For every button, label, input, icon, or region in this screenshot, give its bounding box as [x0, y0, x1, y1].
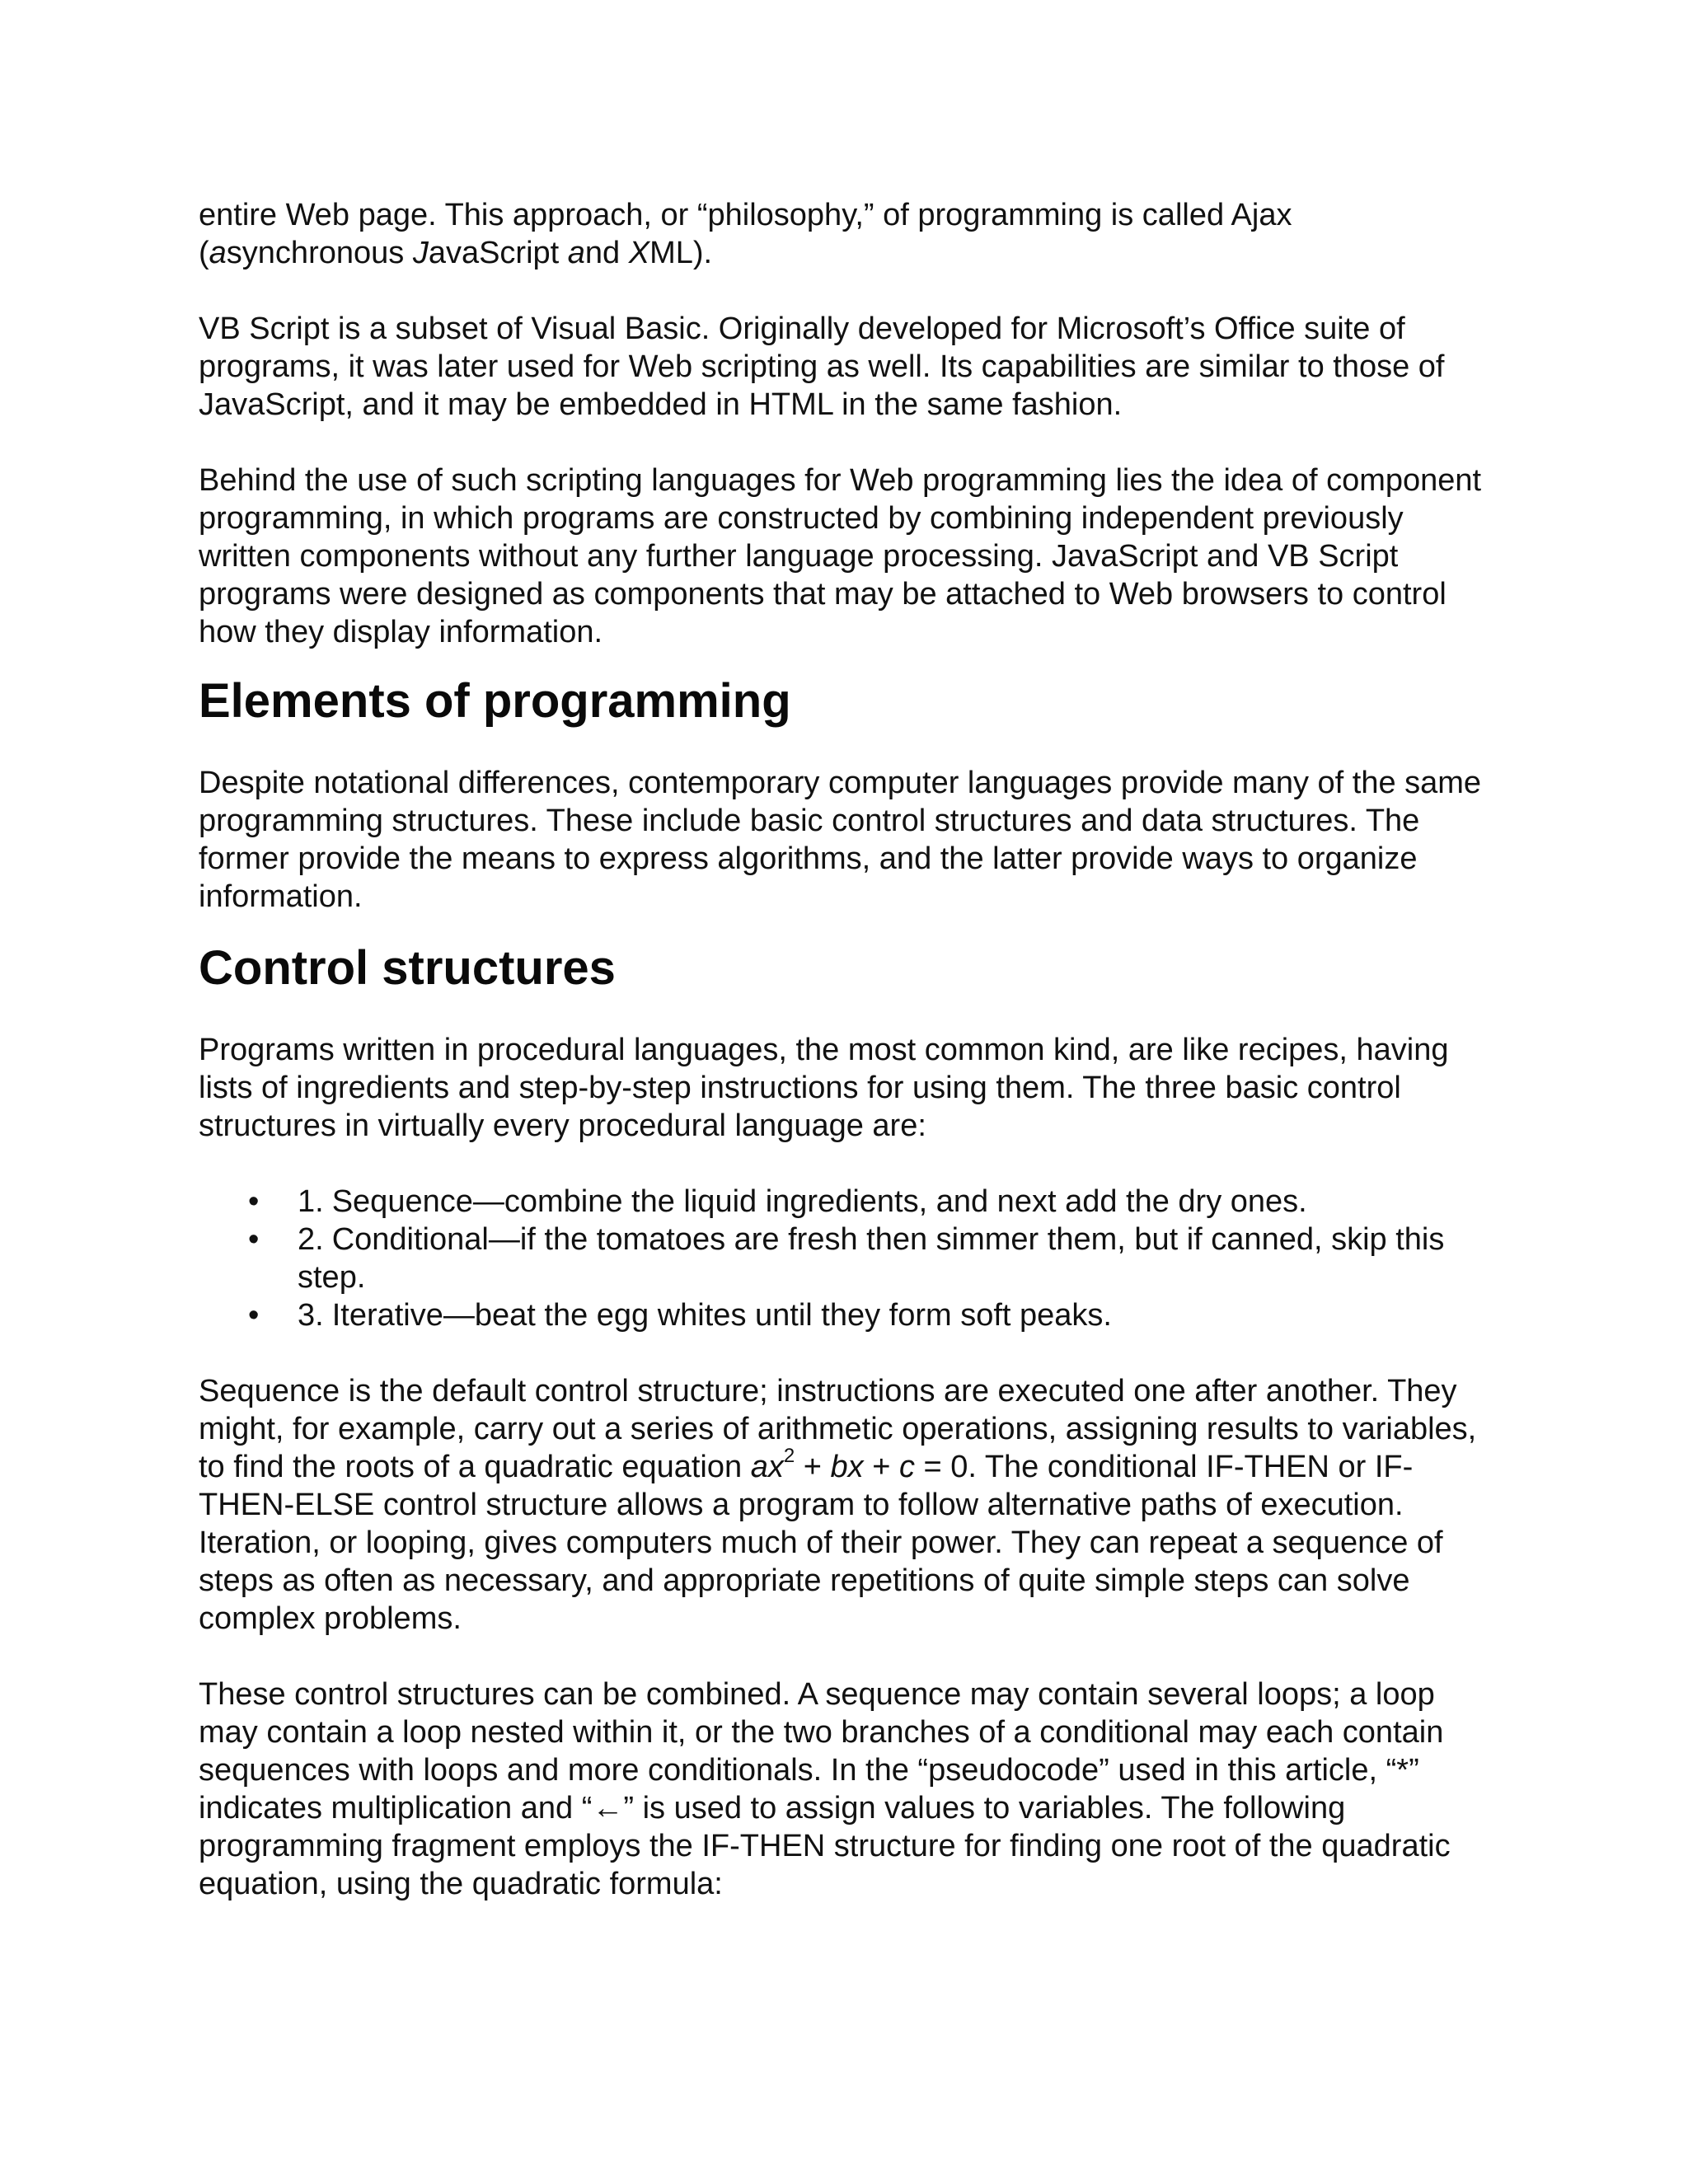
ajax-text-4: nd [584, 236, 629, 270]
paragraph-notational-differences: Despite notational differences, contemporary computer languages provide many of the same programming structures. These include basic control structures and data structures. The former provide the means to express algorithms, and the latter provide ways to organize information. [199, 766, 1482, 914]
list-item-number: 2. [298, 1222, 324, 1257]
ajax-text-2: synchronous [226, 236, 413, 270]
ajax-letter-a: a [209, 236, 227, 270]
ajax-letter-x: X [628, 236, 650, 270]
document-page [199, 196, 1501, 1903]
paragraph-ajax [199, 196, 1501, 272]
bullet-icon: • [248, 1298, 260, 1333]
list-item-text: Conditional—if the tomatoes are fresh then simmer them, but if canned, skip this step. [298, 1222, 1445, 1295]
bullet-icon: • [248, 1222, 260, 1257]
ajax-text-3: avaScript [428, 236, 568, 270]
paragraph-combined-structures: These control structures can be combined. A sequence may contain several loops; a loop may contain a loop nested within it, or the two branches of a conditional may each contain sequences with loops and more conditionals. In the “pseudocode” used in this article, “*” indicates multiplication and “←” is used to assign values to variables. The following programming fragment employs the IF-THEN structure for finding one root of the quadratic equation, using the quadratic formula: [199, 1677, 1451, 1901]
equation-plus: + [795, 1450, 831, 1484]
paragraph-component-programming: Behind the use of such scripting languages for Web programming lies the idea of component programming, in which programs are constructed by combining independent previously written components without any further language processing. JavaScript and VB Script programs were designed as components that may be attached to Web browsers to control how they display information. [199, 463, 1482, 649]
equation-c: c [898, 1450, 915, 1484]
equation-plus: + [863, 1450, 899, 1484]
ajax-letter-j: J [412, 236, 429, 270]
equation-bx: bx [830, 1450, 864, 1484]
heading-control-structures: Control structures [199, 941, 616, 995]
heading-elements-of-programming: Elements of programming [199, 674, 791, 728]
list-item [199, 1296, 1501, 1334]
list-item-text: Iterative—beat the egg whites until they form soft peaks. [331, 1298, 1112, 1333]
paragraph-vbscript: VB Script is a subset of Visual Basic. Originally developed for Microsoft’s Office suite of programs, it was later used for Web scripting as well. Its capabilities are similar to those of JavaScript, and it may be embedded in HTML in the same fashion. [199, 312, 1445, 422]
list-item-text: Sequence—combine the liquid ingredients, and next add the dry ones. [331, 1184, 1307, 1219]
list-item [199, 1221, 1501, 1296]
paragraph-sequence-default [199, 1372, 1501, 1638]
ajax-text: entire Web page. This approach, or “philosophy,” of programming is called Ajax ( [199, 198, 1292, 270]
control-structures-list [199, 1183, 1501, 1334]
equation-ax: ax [750, 1450, 784, 1484]
list-item [199, 1183, 1501, 1221]
list-item-number: 1. [298, 1184, 324, 1219]
sequence-text: Sequence is the default control structure; instructions are executed one after another. They might, for example, carry out a series of arithmetic operations, assigning results to variables, to find the roots of a quadratic equation [199, 1374, 1477, 1484]
ajax-letter-and: a [567, 236, 585, 270]
equation-exponent: 2 [783, 1445, 795, 1468]
list-item-number: 3. [298, 1298, 324, 1333]
paragraph-procedural-languages: Programs written in procedural languages, the most common kind, are like recipes, having lists of ingredients and step-by-step instructions for using them. The three basic control structures in virtually every procedural language are: [199, 1033, 1449, 1143]
ajax-text-5: ML). [649, 236, 713, 270]
bullet-icon: • [248, 1184, 260, 1219]
sequence-text-2: = 0. The conditional IF-THEN or IF-THEN-ELSE control structure allows a program to follow alternative paths of execution. Iteration, or looping, gives computers much of their power. They can repeat a sequence of steps as often as necessary, and appropriate repetitions of quite simple steps can solve complex problems. [199, 1450, 1443, 1636]
